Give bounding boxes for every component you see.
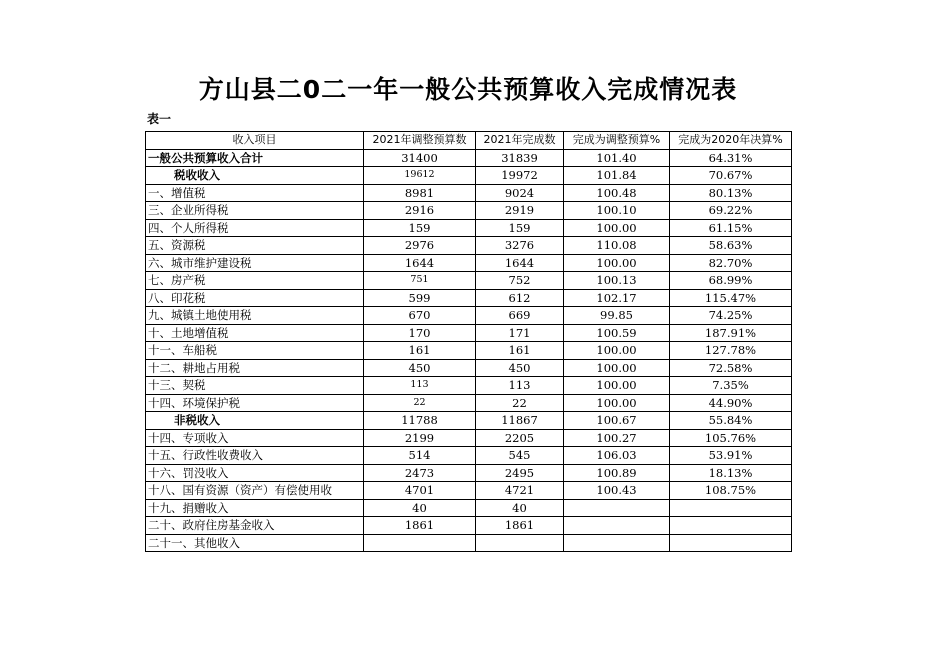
row-actual: 9024 <box>476 184 564 202</box>
row-name: 十九、捐赠收入 <box>146 499 364 517</box>
row-pct-prev: 61.15% <box>670 219 792 237</box>
row-budget: 1861 <box>364 517 476 535</box>
row-budget: 2916 <box>364 202 476 220</box>
table-row <box>146 447 792 465</box>
row-name: 十四、环境保护税 <box>146 394 364 412</box>
row-budget: 4701 <box>364 482 476 500</box>
row-actual: 31839 <box>476 149 564 167</box>
table-row <box>146 324 792 342</box>
row-actual: 2495 <box>476 464 564 482</box>
row-pct-prev: 108.75% <box>670 482 792 500</box>
row-pct-budget: 100.00 <box>564 359 670 377</box>
row-actual: 1861 <box>476 517 564 535</box>
row-pct-budget <box>564 517 670 535</box>
row-name: 三、企业所得税 <box>146 202 364 220</box>
table-row <box>146 499 792 517</box>
row-name: 十五、行政性收费收入 <box>146 447 364 465</box>
row-name: 二十一、其他收入 <box>146 534 364 552</box>
row-actual: 113 <box>476 377 564 395</box>
revenue-table <box>145 131 792 552</box>
row-actual: 752 <box>476 272 564 290</box>
row-pct-prev <box>670 499 792 517</box>
row-actual: 40 <box>476 499 564 517</box>
table-row <box>146 254 792 272</box>
row-pct-budget: 101.40 <box>564 149 670 167</box>
row-name: 九、城镇土地使用税 <box>146 307 364 325</box>
row-name: 五、资源税 <box>146 237 364 255</box>
row-pct-prev <box>670 534 792 552</box>
row-name: 十二、耕地占用税 <box>146 359 364 377</box>
table-row <box>146 289 792 307</box>
table-row <box>146 237 792 255</box>
row-pct-budget: 110.08 <box>564 237 670 255</box>
row-pct-prev: 74.25% <box>670 307 792 325</box>
row-pct-budget: 100.00 <box>564 394 670 412</box>
row-actual: 159 <box>476 219 564 237</box>
row-pct-budget: 100.48 <box>564 184 670 202</box>
table-row <box>146 184 792 202</box>
column-header-item: 收入项目 <box>146 132 364 150</box>
row-name: 十四、专项收入 <box>146 429 364 447</box>
row-pct-prev: 72.58% <box>670 359 792 377</box>
row-pct-prev: 105.76% <box>670 429 792 447</box>
row-pct-prev: 58.63% <box>670 237 792 255</box>
row-budget <box>364 534 476 552</box>
row-pct-prev: 80.13% <box>670 184 792 202</box>
row-pct-prev: 64.31% <box>670 149 792 167</box>
row-pct-budget: 100.10 <box>564 202 670 220</box>
row-actual: 1644 <box>476 254 564 272</box>
row-budget: 170 <box>364 324 476 342</box>
column-header-pct-budget: 完成为调整预算% <box>564 132 670 150</box>
row-pct-prev: 82.70% <box>670 254 792 272</box>
row-pct-budget <box>564 534 670 552</box>
table-row-nontax-subtotal <box>146 412 792 430</box>
row-pct-budget: 100.89 <box>564 464 670 482</box>
row-budget: 450 <box>364 359 476 377</box>
row-pct-budget: 100.00 <box>564 254 670 272</box>
row-pct-prev <box>670 517 792 535</box>
row-budget: 161 <box>364 342 476 360</box>
row-pct-prev: 69.22% <box>670 202 792 220</box>
table-header-row <box>146 132 792 150</box>
row-pct-prev: 70.67% <box>670 167 792 185</box>
row-actual: 11867 <box>476 412 564 430</box>
row-pct-prev: 68.99% <box>670 272 792 290</box>
row-pct-budget: 100.13 <box>564 272 670 290</box>
row-name: 七、房产税 <box>146 272 364 290</box>
table-label: 表一 <box>147 112 172 126</box>
row-name: 一、增值税 <box>146 184 364 202</box>
table-row <box>146 272 792 290</box>
row-name: 一般公共预算收入合计 <box>146 149 364 167</box>
row-name: 六、城市维护建设税 <box>146 254 364 272</box>
column-header-budget: 2021年调整预算数 <box>364 132 476 150</box>
row-pct-budget: 100.67 <box>564 412 670 430</box>
row-budget: 19612 <box>364 167 476 185</box>
table-row <box>146 202 792 220</box>
row-name: 十、土地增值税 <box>146 324 364 342</box>
row-budget: 11788 <box>364 412 476 430</box>
row-budget: 113 <box>364 377 476 395</box>
column-header-pct-prev: 完成为2020年决算% <box>670 132 792 150</box>
table-row <box>146 429 792 447</box>
table-row <box>146 307 792 325</box>
row-budget: 2976 <box>364 237 476 255</box>
table-row-total <box>146 149 792 167</box>
row-budget: 22 <box>364 394 476 412</box>
row-budget: 599 <box>364 289 476 307</box>
row-pct-prev: 18.13% <box>670 464 792 482</box>
row-pct-prev: 127.78% <box>670 342 792 360</box>
row-actual: 161 <box>476 342 564 360</box>
row-pct-budget: 99.85 <box>564 307 670 325</box>
row-actual <box>476 534 564 552</box>
row-pct-prev: 53.91% <box>670 447 792 465</box>
page-title: 方山县二0二一年一般公共预算收入完成情况表 <box>198 75 738 104</box>
row-budget: 670 <box>364 307 476 325</box>
row-pct-budget: 101.84 <box>564 167 670 185</box>
row-name: 十一、车船税 <box>146 342 364 360</box>
table-row <box>146 377 792 395</box>
table-row <box>146 534 792 552</box>
table-row <box>146 359 792 377</box>
row-budget: 751 <box>364 272 476 290</box>
row-pct-prev: 55.84% <box>670 412 792 430</box>
row-actual: 171 <box>476 324 564 342</box>
row-actual: 22 <box>476 394 564 412</box>
row-pct-budget: 100.27 <box>564 429 670 447</box>
row-budget: 31400 <box>364 149 476 167</box>
row-budget: 514 <box>364 447 476 465</box>
row-name: 税收收入 <box>146 167 364 185</box>
column-header-actual: 2021年完成数 <box>476 132 564 150</box>
row-budget: 1644 <box>364 254 476 272</box>
row-pct-prev: 7.35% <box>670 377 792 395</box>
row-pct-budget: 100.00 <box>564 219 670 237</box>
table-row <box>146 482 792 500</box>
row-pct-budget: 106.03 <box>564 447 670 465</box>
row-actual: 545 <box>476 447 564 465</box>
row-pct-prev: 187.91% <box>670 324 792 342</box>
row-actual: 612 <box>476 289 564 307</box>
row-pct-budget: 100.00 <box>564 377 670 395</box>
table-row <box>146 517 792 535</box>
row-pct-prev: 44.90% <box>670 394 792 412</box>
table-row <box>146 394 792 412</box>
row-actual: 3276 <box>476 237 564 255</box>
row-name: 十八、国有资源（资产）有偿使用收 <box>146 482 364 500</box>
row-budget: 2473 <box>364 464 476 482</box>
table-row-tax-subtotal <box>146 167 792 185</box>
row-pct-budget: 102.17 <box>564 289 670 307</box>
row-name: 非税收入 <box>146 412 364 430</box>
row-budget: 159 <box>364 219 476 237</box>
row-name: 十三、契税 <box>146 377 364 395</box>
row-name: 四、个人所得税 <box>146 219 364 237</box>
row-pct-budget <box>564 499 670 517</box>
row-budget: 2199 <box>364 429 476 447</box>
row-actual: 669 <box>476 307 564 325</box>
row-budget: 8981 <box>364 184 476 202</box>
table-row <box>146 219 792 237</box>
row-pct-prev: 115.47% <box>670 289 792 307</box>
table-row <box>146 342 792 360</box>
row-actual: 450 <box>476 359 564 377</box>
row-actual: 2919 <box>476 202 564 220</box>
row-name: 八、印花税 <box>146 289 364 307</box>
row-actual: 19972 <box>476 167 564 185</box>
row-pct-budget: 100.59 <box>564 324 670 342</box>
row-actual: 4721 <box>476 482 564 500</box>
row-name: 二十、政府住房基金收入 <box>146 517 364 535</box>
row-actual: 2205 <box>476 429 564 447</box>
row-name: 十六、罚没收入 <box>146 464 364 482</box>
row-pct-budget: 100.43 <box>564 482 670 500</box>
row-pct-budget: 100.00 <box>564 342 670 360</box>
row-budget: 40 <box>364 499 476 517</box>
table-row <box>146 464 792 482</box>
